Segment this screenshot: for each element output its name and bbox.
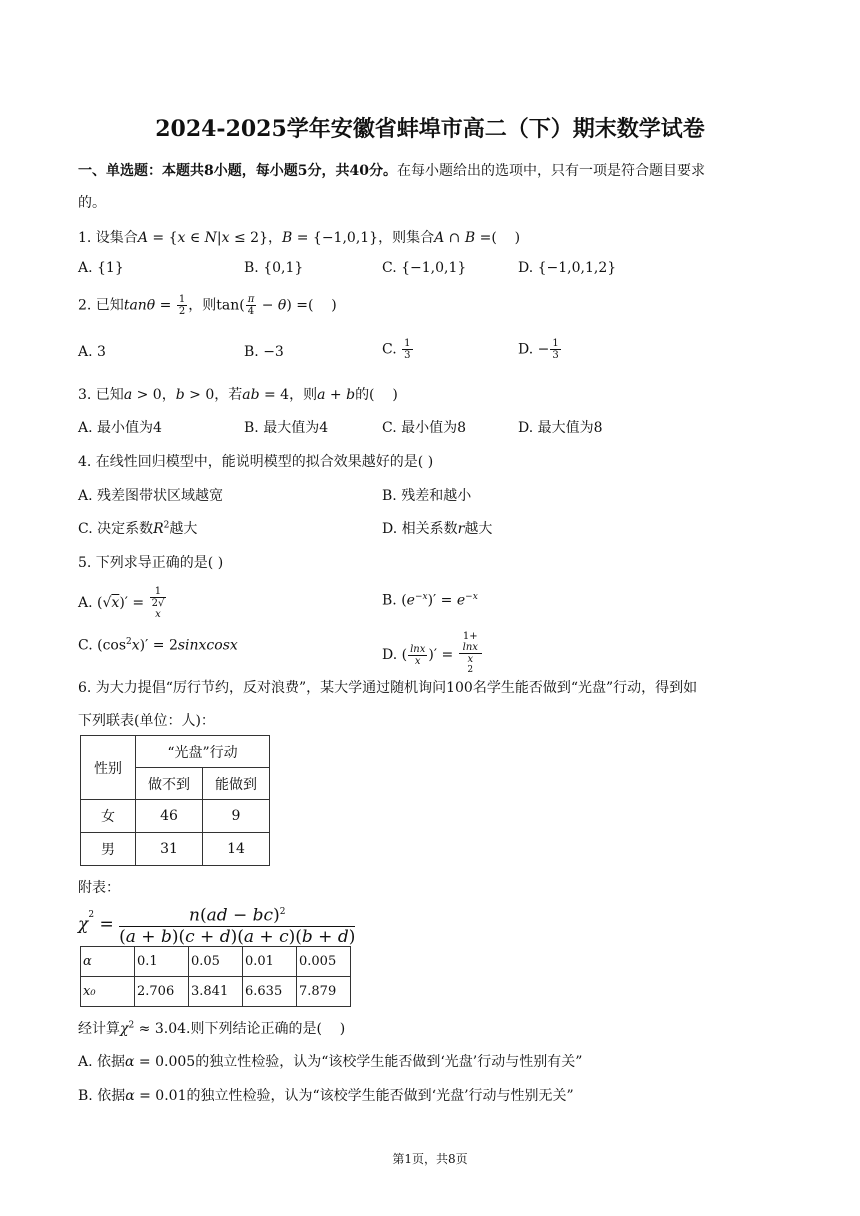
q3-option-d: D. 最大值为8 bbox=[518, 420, 603, 436]
question-6-stem-line1: 6. 为大力提倡“厉行节约，反对浪费”，某大学通过随机询问100名学生能否做到“光盘”行动，得到如 bbox=[78, 680, 698, 696]
q6-option-a: A. 依据α = 0.005的独立性检验，认为“该校学生能否做到‘光盘’行动与性别有关” bbox=[78, 1054, 583, 1070]
table-cell: 3.841 bbox=[189, 977, 243, 1007]
q5-option-d: D. ( $\frac{\ln x}{x}$ )′ = 1+ lnx x $^2$ bbox=[382, 631, 483, 679]
table-cell: 31 bbox=[136, 833, 203, 866]
table-col-header: 能做到 bbox=[203, 768, 270, 800]
table-cell: 14 bbox=[203, 833, 270, 866]
table-cell: 7.879 bbox=[297, 977, 351, 1007]
page-footer: 第1页，共8页 bbox=[392, 1152, 468, 1166]
table-cell: 2.706 bbox=[135, 977, 189, 1007]
table-header-gender: 性别 bbox=[81, 736, 136, 800]
calc-result-text: 经计算$\chi^2 \approx 3.04$.则下列结论正确的是( ) bbox=[78, 1020, 346, 1037]
q4-option-b: B. 残差和越小 bbox=[382, 488, 472, 504]
q5-option-b: B. $(e^{-x})' = e^{-x}$ bbox=[382, 592, 478, 609]
question-3-stem: 3. 已知a > 0，b > 0，若ab = 4，则a + b的( ) bbox=[78, 387, 398, 403]
chi-square-formula: $\chi^2$ = $\frac{n(ad - bc)^2}{(a + b)(c + d)(a + c)(b + d)}$ bbox=[78, 902, 355, 947]
q3-option-c: C. 最小值为8 bbox=[382, 420, 467, 436]
q4-option-d: D. 相关系数r越大 bbox=[382, 521, 493, 537]
section-header-line2: 的。 bbox=[78, 195, 106, 211]
appendix-label: 附表： bbox=[78, 880, 120, 896]
q3-option-b: B. 最大值为4 bbox=[244, 420, 329, 436]
table-cell: 46 bbox=[136, 800, 203, 833]
table-cell: 9 bbox=[203, 800, 270, 833]
q2-option-d: D. − $\frac{1}{3}$ bbox=[518, 338, 559, 361]
q1-option-b: B. {0,1} bbox=[244, 260, 304, 276]
crit-row-label: x₀ bbox=[81, 977, 135, 1007]
table-row bbox=[81, 800, 270, 833]
q2-option-a: A. 3 bbox=[78, 344, 106, 360]
q5-option-c: C. $(\cos^2x)'$ = 2sinxcosx bbox=[78, 637, 238, 654]
question-1-stem: 1. 设集合A = {x ∈ N|x ≤ 2}，B = {−1,0,1}，则集合A ∩ B =( ) bbox=[78, 230, 521, 246]
q1-option-d: D. {−1,0,1,2} bbox=[518, 260, 617, 276]
q4-option-c: C. 决定系数$R^2$越大 bbox=[78, 520, 198, 537]
table-cell: 0.01 bbox=[243, 947, 297, 977]
table-header-group: “光盘”行动 bbox=[136, 736, 270, 768]
critical-value-table bbox=[80, 946, 351, 1007]
question-4-stem: 4. 在线性回归模型中，能说明模型的拟合效果越好的是( ) bbox=[78, 454, 434, 470]
q6-option-b: B. 依据α = 0.01的独立性检验，认为“该校学生能否做到‘光盘’行动与性别无关” bbox=[78, 1088, 574, 1104]
q3-option-a: A. 最小值为4 bbox=[78, 420, 162, 436]
crit-row-label: α bbox=[81, 947, 135, 977]
question-6-stem-line2: 下列联表(单位：人)： bbox=[78, 713, 215, 729]
table-cell: 0.05 bbox=[189, 947, 243, 977]
table-cell: 6.635 bbox=[243, 977, 297, 1007]
table-row bbox=[81, 833, 270, 866]
table-col-header: 做不到 bbox=[136, 768, 203, 800]
table-cell: 0.005 bbox=[297, 947, 351, 977]
q2-option-b: B. −3 bbox=[244, 344, 284, 360]
q5-option-a: A. (√x)′ = 1 2√ x bbox=[78, 586, 165, 620]
q2-option-c: C. $\frac{1}{3}$ bbox=[382, 338, 411, 361]
question-5-stem: 5. 下列求导正确的是( ) bbox=[78, 555, 224, 571]
q1-option-c: C. {−1,0,1} bbox=[382, 260, 467, 276]
page-title: 2024-2025学年安徽省蚌埠市高二（下）期末数学试卷 bbox=[155, 116, 705, 142]
q4-option-a: A. 残差图带状区域越宽 bbox=[78, 488, 224, 504]
contingency-table bbox=[80, 735, 270, 866]
q1-option-a: A. {1} bbox=[78, 260, 124, 276]
section-header-line1: 一、单选题：本题共8小题，每小题5分，共40分。在每小题给出的选项中，只有一项是符合题目要求 bbox=[78, 163, 705, 179]
table-cell: 0.1 bbox=[135, 947, 189, 977]
table-row-label: 女 bbox=[81, 800, 136, 833]
question-2-stem: 2. 已知tanθ = $\frac{1}{2}$ ，则tan( $\frac{\pi}{4}$ − θ) =( ) bbox=[78, 294, 337, 317]
table-row-label: 男 bbox=[81, 833, 136, 866]
